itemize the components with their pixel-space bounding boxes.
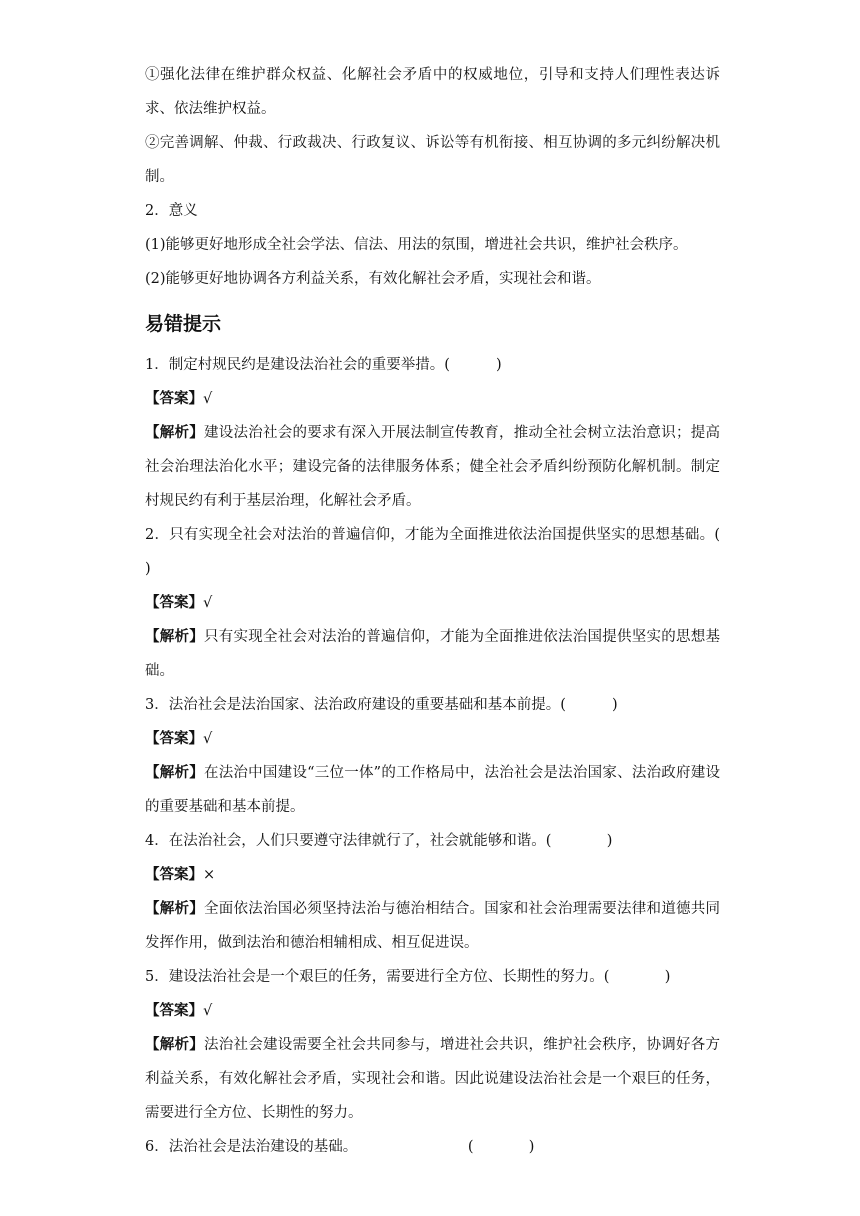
- intro-item-1: ①强化法律在维护群众权益、化解社会矛盾中的权威地位，引导和支持人们理性表达诉求、依法维护权益。: [145, 67, 720, 117]
- answer-4: [145, 858, 720, 892]
- meaning-item-2: (2)能够更好地协调各方利益关系，有效化解社会矛盾，实现社会和谐。: [145, 271, 601, 287]
- answer-1: [145, 382, 720, 416]
- answer-tag: 【答案】: [145, 730, 203, 747]
- question-3: 3．法治社会是法治国家、法治政府建设的重要基础和基本前提。( ): [145, 697, 618, 713]
- question-2: 2．只有实现全社会对法治的普遍信仰，才能为全面推进依法治国提供坚实的思想基础。( ): [145, 527, 767, 577]
- meaning-title: 2．意义: [145, 203, 198, 219]
- answer-value: √: [203, 391, 213, 407]
- analysis-text: 在法治中国建设“三位一体”的工作格局中，法治社会是法治国家、法治政府建设的重要基础和基本前提。: [145, 765, 721, 815]
- analysis-1: [145, 416, 720, 518]
- analysis-text: 建设法治社会的要求有深入开展法制宣传教育，推动全社会树立法治意识；提高社会治理法治化水平；建设完备的法律服务体系；健全社会矛盾纠纷预防化解机制。制定村规民约有利于基层治理，化解社会矛盾。: [145, 425, 720, 509]
- analysis-2: [145, 620, 720, 688]
- question-5: 5．建设法治社会是一个艰巨的任务，需要进行全方位、长期性的努力。( ): [145, 969, 671, 985]
- answer-value: √: [203, 731, 213, 747]
- question-6: 6．法治社会是法治建设的基础。 ( ): [145, 1139, 535, 1155]
- answer-2: [145, 586, 720, 620]
- question-4: 4．在法治社会，人们只要遵守法律就行了，社会就能够和谐。( ): [145, 833, 613, 849]
- analysis-3: [145, 756, 720, 824]
- answer-3: [145, 722, 720, 756]
- answer-value: ×: [203, 867, 216, 883]
- answer-5: [145, 994, 720, 1028]
- analysis-tag: 【解析】: [145, 628, 204, 645]
- answer-value: √: [203, 1003, 213, 1019]
- analysis-4: [145, 892, 720, 960]
- document-page: [145, 58, 767, 1164]
- analysis-text: 全面依法治国必须坚持法治与德治相结合。国家和社会治理需要法律和道德共同发挥作用，做到法治和德治相辅相成、相互促进误。: [145, 901, 720, 951]
- analysis-text: 法治社会建设需要全社会共同参与，增进社会共识，维护社会秩序，协调好各方利益关系，有效化解社会矛盾，实现社会和谐。因此说建设法治社会是一个艰巨的任务，需要进行全方位、长期性的努力。: [145, 1037, 720, 1121]
- analysis-tag: 【解析】: [145, 764, 204, 781]
- question-1: 1．制定村规民约是建设法治社会的重要举措。( ): [145, 357, 502, 373]
- intro-item-2: ②完善调解、仲裁、行政裁决、行政复议、诉讼等有机衔接、相互协调的多元纠纷解决机制。: [145, 135, 720, 185]
- analysis-text: 只有实现全社会对法治的普遍信仰，才能为全面推进依法治国提供坚实的思想基础。: [145, 629, 720, 679]
- answer-value: √: [203, 595, 213, 611]
- analysis-tag: 【解析】: [145, 900, 204, 917]
- analysis-5: [145, 1028, 720, 1130]
- meaning-item-1: (1)能够更好地形成全社会学法、信法、用法的氛围，增进社会共识，维护社会秩序。: [145, 237, 688, 253]
- answer-tag: 【答案】: [145, 1002, 203, 1019]
- analysis-tag: 【解析】: [145, 1036, 204, 1053]
- answer-tag: 【答案】: [145, 390, 203, 407]
- answer-tag: 【答案】: [145, 866, 203, 883]
- answer-tag: 【答案】: [145, 594, 203, 611]
- section-title: 易错提示: [145, 313, 222, 335]
- analysis-tag: 【解析】: [145, 424, 204, 441]
